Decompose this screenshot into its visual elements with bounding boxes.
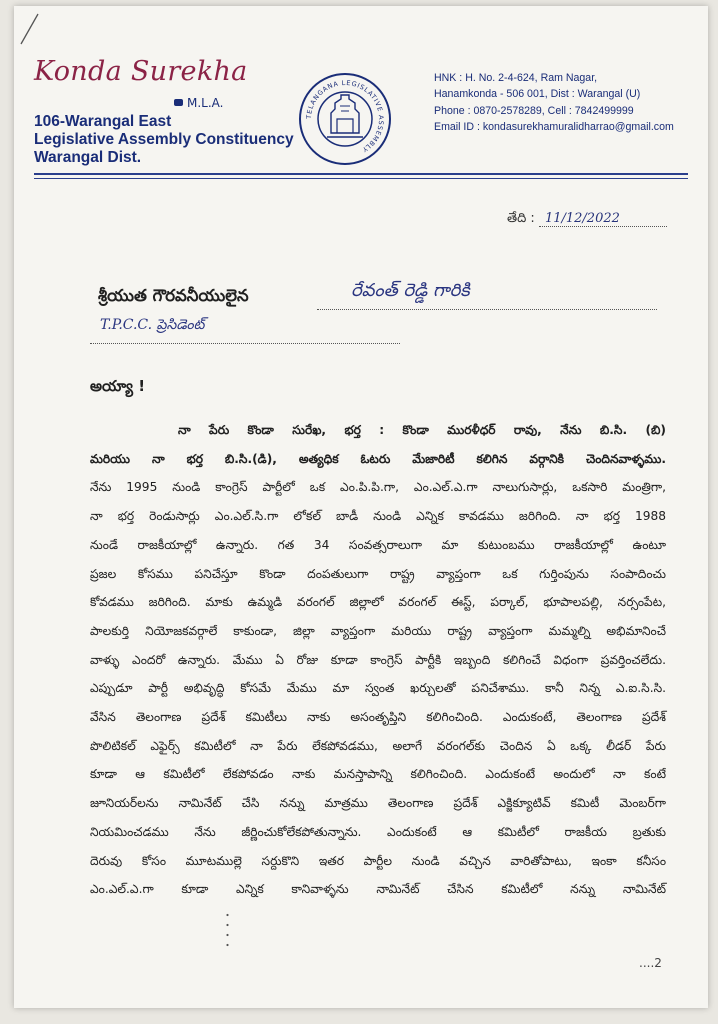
body-line: మరియు నా భర్త బి.సి.(డి), అత్యధిక ఓటరు మేజారిటీ కలిగిన వర్గానికి చెందినవాళ్ళము.: [90, 451, 666, 466]
salutation-prefix: శ్రీయుత గౌరవనీయులైన: [98, 286, 249, 305]
body-line: నేను 1995 నుండి కాంగ్రెస్ పార్టీలో ఒక ఎం.పి.పి.గా, ఎం.ఎల్.ఎ.గా నాలుగుసార్లు, ఒకసారి మంత్రిగా,: [90, 480, 666, 495]
mla-label: M.L.A.: [187, 96, 224, 110]
email-line: Email ID : kondasurekhamuralidharrao@gmail.com: [434, 120, 674, 133]
constituency-line: Legislative Assembly Constituency: [34, 131, 294, 148]
body-line: నియమించడము నేను జీర్ణించుకోలేకపోతున్నాను. ఎందుకంటే ఆ కమిటీలో రాజకీయ బ్రతుకు: [90, 824, 666, 839]
page-number: ....2: [639, 956, 662, 970]
constituency-line: Warangal Dist.: [34, 149, 142, 166]
phone-line: Phone : 0870-2578289, Cell : 7842499999: [434, 104, 634, 117]
constituency-line: 106-Warangal East: [34, 113, 172, 130]
body-line: పొలిటికల్ ఎఫైర్స్ కమిటీలో నా పేరు లేకపోవడము, అలాగే వరంగల్‌కు చెందిన ఏ ఒక్క లీడర్ పేరు: [90, 738, 666, 753]
assembly-seal-icon: [297, 71, 393, 167]
date-value: 11/12/2022: [539, 211, 667, 227]
date-label: తేది :: [507, 211, 535, 226]
contact-block: [434, 70, 674, 135]
letterhead-name: Konda Surekha: [34, 56, 248, 87]
body-line: ఎం.ఎల్.ఎ.గా కూడా ఎన్నిక కానివాళ్ళను నామినేట్ చేసిన కమిటీలో నన్ను నామినేట్: [90, 882, 666, 897]
address-line: Hanamkonda - 506 001, Dist : Warangal (U): [434, 88, 641, 101]
recipient-line: [317, 280, 657, 310]
header-divider-thin: [34, 178, 688, 179]
body-line: జూనియర్‌లను నామినేట్ చేసి నన్ను మాత్రము తెలంగాణ ప్రదేశ్ ఎక్జిక్యూటివ్ కమిటీ మెంబర్‌గా: [90, 796, 666, 811]
margin-dots: [226, 911, 229, 951]
seal-ring-text: TELANGANA LEGISLATIVE ASSEMBLY: [304, 78, 386, 154]
designation-line: [90, 317, 400, 344]
letter-page: [14, 6, 708, 1008]
body-line: నుండే రాజకీయాల్లో ఉన్నారు. గత 34 సంవత్సరాలుగా మా కుటుంబము రాజకీయాల్లో ఉంటూ: [90, 537, 666, 552]
recipient-name: రేవంత్ రెడ్డి గారికి: [351, 280, 470, 301]
header-divider: [34, 173, 688, 175]
recipient-designation: T.P.C.C. ప్రెసిడెంట్: [100, 317, 205, 333]
letter-body: [90, 416, 666, 904]
greeting: అయ్యా !: [90, 377, 146, 395]
body-line: కూడా ఆ కమిటీలో లేకపోవడం నాకు మనస్తాపాన్ని కలిగించింది. ఎందుకంటే అందులో నా కంటే: [90, 767, 666, 782]
body-line: కోవడము జరిగింది. మాకు ఉమ్మడి వరంగల్ జిల్లాలో వరంగల్ ఈస్ట్, పర్కాల్, భూపాలపల్లి, నర్సంపేట,: [90, 595, 666, 610]
body-line: ప్రజల కోసము పనిచేస్తూ కొండా దంపతులుగా రాష్ట్ర వ్యాప్తంగా ఒక గుర్తింపును సంపాదించు: [90, 566, 666, 581]
body-line: వేసిన తెలంగాణ ప్రదేశ్ కమిటీలు నాకు అసంతృప్తిని కలిగించింది. ఎందుకంటే, తెలంగాణ ప్రదేశ్: [90, 710, 666, 725]
body-line: ఎప్పుడూ పార్టీ అభివృద్ధి కోసమే మేము మా స్వంత ఖర్చులతో పనిచేశాము. కానీ నిన్న ఎ.ఐ.సి.సి.: [90, 681, 666, 696]
constituency-block: [34, 113, 294, 167]
address-line: HNK : H. No. 2-4-624, Ram Nagar,: [434, 72, 598, 84]
letterhead-title: [174, 96, 223, 110]
pen-mark: [18, 10, 42, 50]
body-line: పాలకుర్తి నియోజకవర్గాలే కాకుండా, జిల్లా వ్యాప్తంగా మరియు రాష్ట్ర వ్యాప్తంగా మమ్మల్ని అభిమానించే: [90, 623, 666, 638]
body-line: నా భర్త రెండుసార్లు ఎం.ఎల్.సి.గా లోకల్ బాడీ నుండి ఎన్నిక కావడము జరిగింది. నా భర్త 1988: [90, 509, 666, 524]
phone-icon: [174, 99, 183, 106]
body-line: దెరువు కోసం మూటముల్లె సర్దుకొని ఇతర పార్టీల నుండి వచ్చిన వారితోపాటు, ఇంకా కనీసం: [90, 853, 666, 868]
svg-text:TELANGANA LEGISLATIVE ASSEMBLY: [305, 79, 385, 154]
body-line: వాళ్ళు ఎందరో ఉన్నారు. మేము ఏ రోజు కూడా కాంగ్రెస్ పార్టీకి ఇబ్బంది కలిగించే విధంగా ప్రవర్తించలేదు.: [90, 652, 666, 667]
date-field: [507, 211, 667, 229]
body-line: నా పేరు కొండా సురేఖ, భర్త : కొండా మురళీధర్ రావు, నేను బి.సి. (బి): [178, 423, 666, 437]
